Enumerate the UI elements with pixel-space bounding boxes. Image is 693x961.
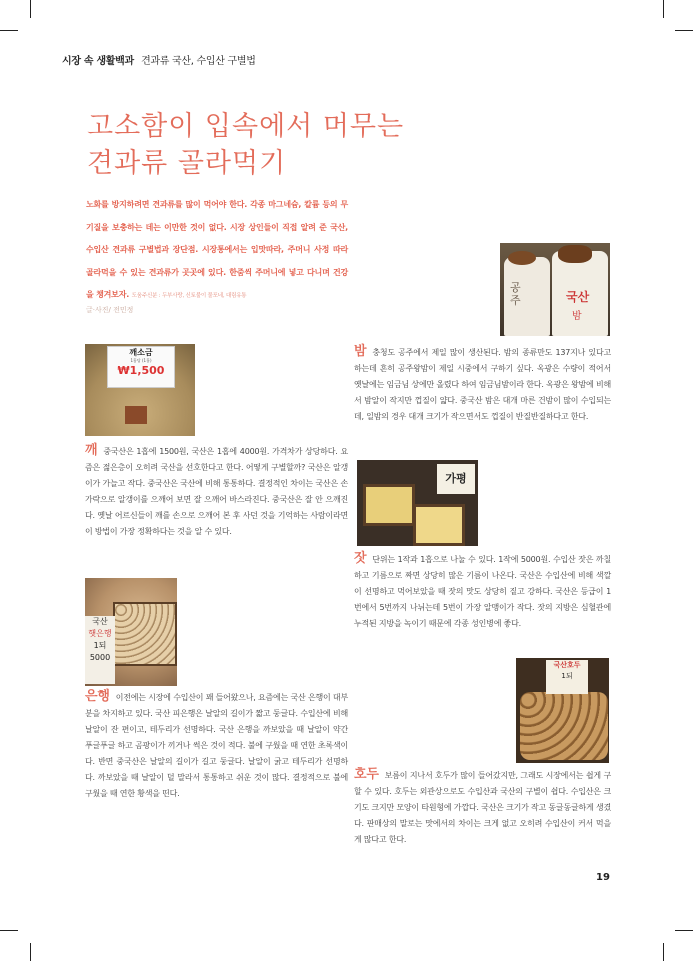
ginkgo-photo bbox=[85, 578, 177, 686]
sesame-paragraph bbox=[85, 443, 348, 540]
pinenut-paragraph bbox=[354, 551, 611, 632]
sesame-text: 중국산은 1홉에 1500원, 국산은 1홉에 4000원. 가격차가 상당하다. 요즘은 젊은층이 오히려 국산을 선호한다고 한다. 어떻게 구별할까? 국산은 알갱이가 가늘고 작다. 중국산은 국산에 비해 통통하다. 결정적인 차이는 국산은 손가락으로 알갱이를 으깨어 보면 잘 으깨어 바스라진다. 중국산은 잘 안 으깨진다. 옛날 어르신들이 깨를 손으로 으깨어 본 후 사던 것을 기억하는 사람이라면 이 방법이 가장 정확하다는 것을 알 수 있다. bbox=[85, 447, 348, 536]
crop-mark bbox=[663, 943, 664, 961]
walnut-photo bbox=[516, 658, 609, 763]
crop-mark bbox=[30, 0, 31, 18]
sesame-price-sign bbox=[107, 346, 175, 388]
running-header bbox=[62, 52, 256, 67]
pinenut-heading: 잣 bbox=[354, 551, 367, 566]
ginkgo-paragraph bbox=[85, 689, 348, 802]
ginkgo-sign-line-2: 햇은행 bbox=[88, 629, 112, 638]
ginkgo-sign-line-3: 1되 bbox=[93, 641, 107, 650]
ginkgo-sign-line-4: 5000 bbox=[89, 653, 111, 662]
sesame-sign-sub: 1홉당 (1홉) bbox=[130, 358, 152, 363]
crop-mark bbox=[0, 930, 18, 931]
sesame-photo bbox=[85, 344, 195, 436]
pinenut-photo bbox=[357, 460, 478, 546]
title-line-1: 고소함이 입속에서 머무는 bbox=[87, 111, 405, 142]
byline: 글·사진/ 전민정 bbox=[86, 306, 134, 314]
crop-mark bbox=[0, 30, 18, 31]
walnut-pile bbox=[520, 692, 608, 760]
sesame-heading: 깨 bbox=[85, 443, 98, 458]
sesame-sign-title: 깨소금 bbox=[129, 348, 153, 357]
chestnut-photo bbox=[500, 243, 610, 336]
ginkgo-sign-line-1: 국산 bbox=[92, 617, 108, 626]
crop-mark bbox=[675, 30, 693, 31]
ginkgo-tray bbox=[113, 602, 177, 666]
ginkgo-text: 이전에는 시장에 수입산이 꽤 들어왔으나, 요즘에는 국산 은행이 대부분을 차지하고 있다. 국산 피은행은 날알의 길이가 짧고 둥글다. 수입산에 비해 날알이 잔 편이고, 테두리가 선명하다. 국산 은행을 까보았을 때 날알이 약간 푸글푸글 하고 곰팡이가 끼거나 썩은 것이 적다. 불에 구웠을 때 연한 초록색이다. 반면 중국산은 날알의 길이가 길고 둥글다. 날알이 굵고 테두리가 선명하다. 까보았을 때 날알이 덜 말라서 통통하고 쉬운 것이 많다. 결정적으로 불에 구웠을 때 연한 황색을 띤다. bbox=[85, 693, 348, 798]
walnut-paragraph bbox=[354, 767, 611, 848]
chestnut-heading: 밤 bbox=[354, 344, 367, 359]
crop-mark bbox=[675, 930, 693, 931]
lead-text: 노화를 방지하려면 견과류를 많이 먹어야 한다. 각종 마그네슘, 칼륨 등의 무기질을 보충하는 데는 이만한 것이 없다. 시장 상인들이 직접 알려 준 국산, 수입산 견과류 구별법과 장단점. 시장통에서는 입맛따라, 주머니 사정 따라 골라먹을 수 있는 견과류가 곳곳에 있다. 한줌씩 주머니에 넣고 다니며 건강을 챙겨보자. bbox=[86, 200, 348, 299]
crop-mark bbox=[663, 0, 664, 18]
walnut-text: 보름이 지나서 호두가 많이 들어갔지만, 그래도 시장에서는 쉽게 구할 수 있다. 호두는 외관상으로도 수입산과 국산의 구별이 쉽다. 수입산은 크기도 크지만 모양이 타원형에 가깝다. 국산은 크기가 작고 동글동글하게 생겼다. 판매상의 말로는 맛에서의 차이는 크게 없고 오히려 수입산이 커서 먹을 게 많다고 한다. bbox=[354, 771, 611, 844]
walnut-sign-line-1: 국산호두 bbox=[553, 661, 581, 669]
page-number: 19 bbox=[596, 872, 610, 883]
chestnut-bag-label-left: 공주 bbox=[510, 281, 521, 307]
chestnut-pile-right bbox=[558, 245, 592, 263]
pinenut-box-right bbox=[413, 504, 465, 546]
chestnut-paragraph bbox=[354, 344, 611, 425]
sesame-sign-price: ₩1,500 bbox=[117, 364, 165, 377]
ginkgo-sign bbox=[85, 616, 115, 684]
article-title bbox=[87, 108, 404, 182]
chestnut-bag-label-right2: 밤 bbox=[572, 311, 582, 322]
title-line-2: 견과류 골라먹기 bbox=[87, 148, 287, 179]
header-section: 시장 속 생활백과 bbox=[62, 56, 134, 67]
pinenut-text: 단위는 1작과 1홉으로 나눌 수 있다. 1작에 5000원. 수입산 잣은 까칠하고 기름으로 짜면 상당히 많은 기름이 나온다. 국산은 수입산에 비해 색깔이 선명하고 먹어보았을 때 잣의 맛도 상당히 짙고 강하다. 국산은 등급이 1번에서 5번까지 나뉘는데 5번이 가장 알맹이가 작다. 잣의 지방은 심혈관에 누적된 지방을 녹이기 때문에 각종 성인병에 좋다. bbox=[354, 555, 611, 628]
ginkgo-heading: 은행 bbox=[85, 689, 110, 704]
chestnut-bag-label-right: 국산 bbox=[566, 290, 590, 304]
crop-mark bbox=[30, 943, 31, 961]
walnut-sign-line-2: 1되 bbox=[561, 672, 573, 680]
walnut-sign bbox=[546, 660, 588, 694]
lead-credit: 도움주신분 : 두부사랑, 신토불이 물포네, 대림유통 bbox=[131, 293, 247, 299]
pinenut-sign: 가평 bbox=[437, 464, 475, 494]
walnut-heading: 호두 bbox=[354, 767, 379, 782]
sesame-scoop bbox=[125, 406, 147, 424]
header-subtitle: 견과류 국산, 수입산 구별법 bbox=[141, 56, 256, 67]
chestnut-pile-left bbox=[508, 251, 536, 265]
chestnut-text: 충청도 공주에서 제일 많이 생산된다. 밤의 종류만도 137지나 있다고 하는데 흔히 공주왕밤이 제일 시중에서 구하기 싶다. 옥광은 수량이 적어서 옛날에는 임금님 상에만 올렸다 하여 임금님밤이라 한다. 옥광은 왕밤에 비해서 밤알이 작지만 껍질이 얇다. 중국산 밤은 대개 마른 건밤이 많이 수입되는데, 일밤의 경우 대개 크기가 작으면서도 껍질이 반질반질하다고 한다. bbox=[354, 348, 611, 421]
lead-paragraph bbox=[86, 194, 348, 308]
pinenut-box-left bbox=[363, 484, 415, 526]
